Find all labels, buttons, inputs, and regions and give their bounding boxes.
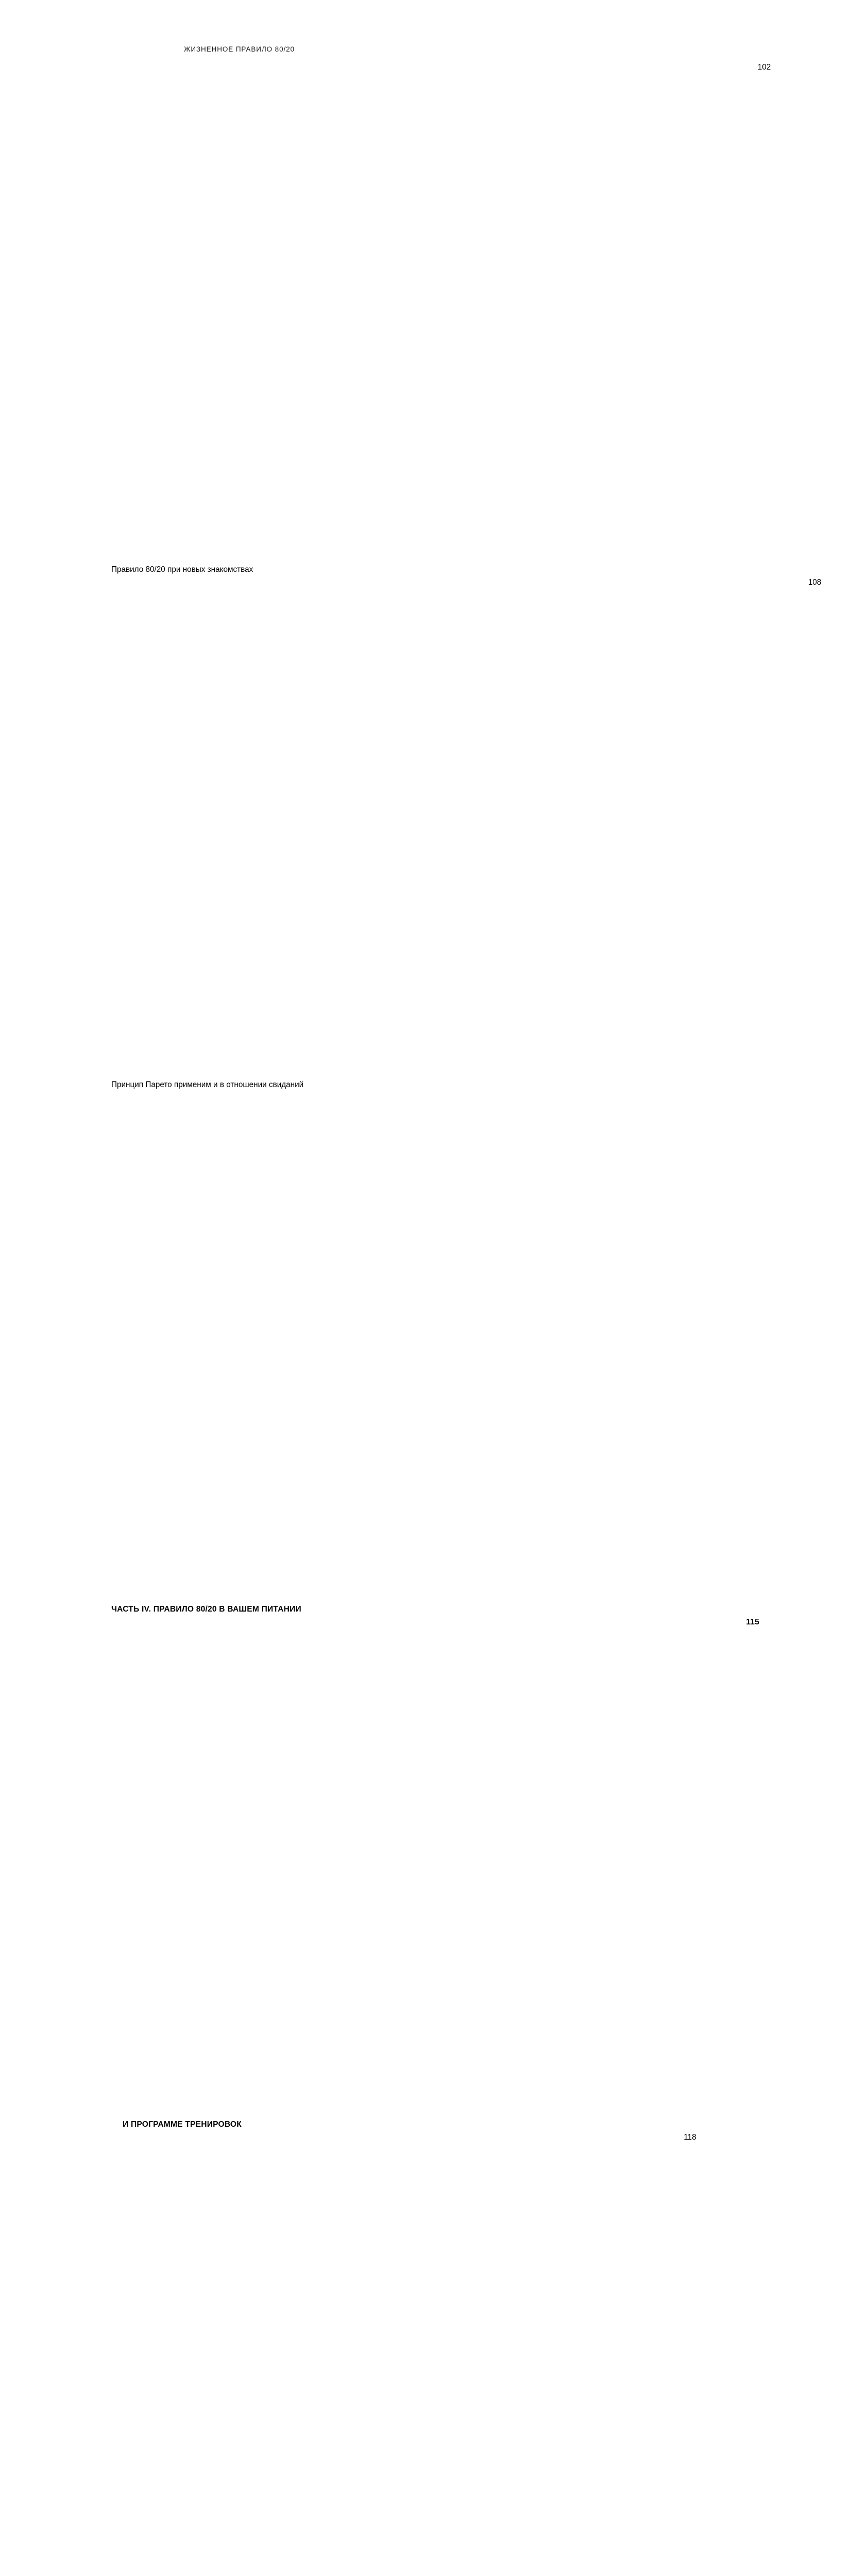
toc-entry-label: ЧАСТЬ IV. ПРАВИЛО 80/20 В ВАШЕМ ПИТАНИИ [111,1604,301,1614]
toc-entry[interactable] [111,2131,696,2576]
toc-entry[interactable] [111,61,771,576]
toc-group [111,1100,759,2576]
toc-entry[interactable] [111,1616,759,2131]
toc-entry-label: И ПРОГРАММЕ ТРЕНИРОВОК [123,2120,242,2129]
toc-entry-page-number: 108 [808,578,822,587]
toc-entry-label: Правило 80/20 при новых знакомствах [111,565,253,574]
toc-entry-page-number [304,1100,819,1616]
running-head: ЖИЗНЕННОЕ ПРАВИЛО 80/20 [184,45,295,53]
toc-entry-page-number: 115 [746,1618,759,1626]
toc-entry-label: Принцип Парето применим и в отношении свиданий [111,1080,304,1089]
toc-entry-page-number: 102 [757,63,771,72]
toc-entry-page-number: 118 [684,2133,696,2142]
toc-group-gap [111,1091,373,1100]
toc-group [111,61,822,1091]
toc-entry[interactable] [111,1100,373,1616]
table-of-contents [111,61,822,2576]
toc-entry[interactable] [111,576,822,1091]
